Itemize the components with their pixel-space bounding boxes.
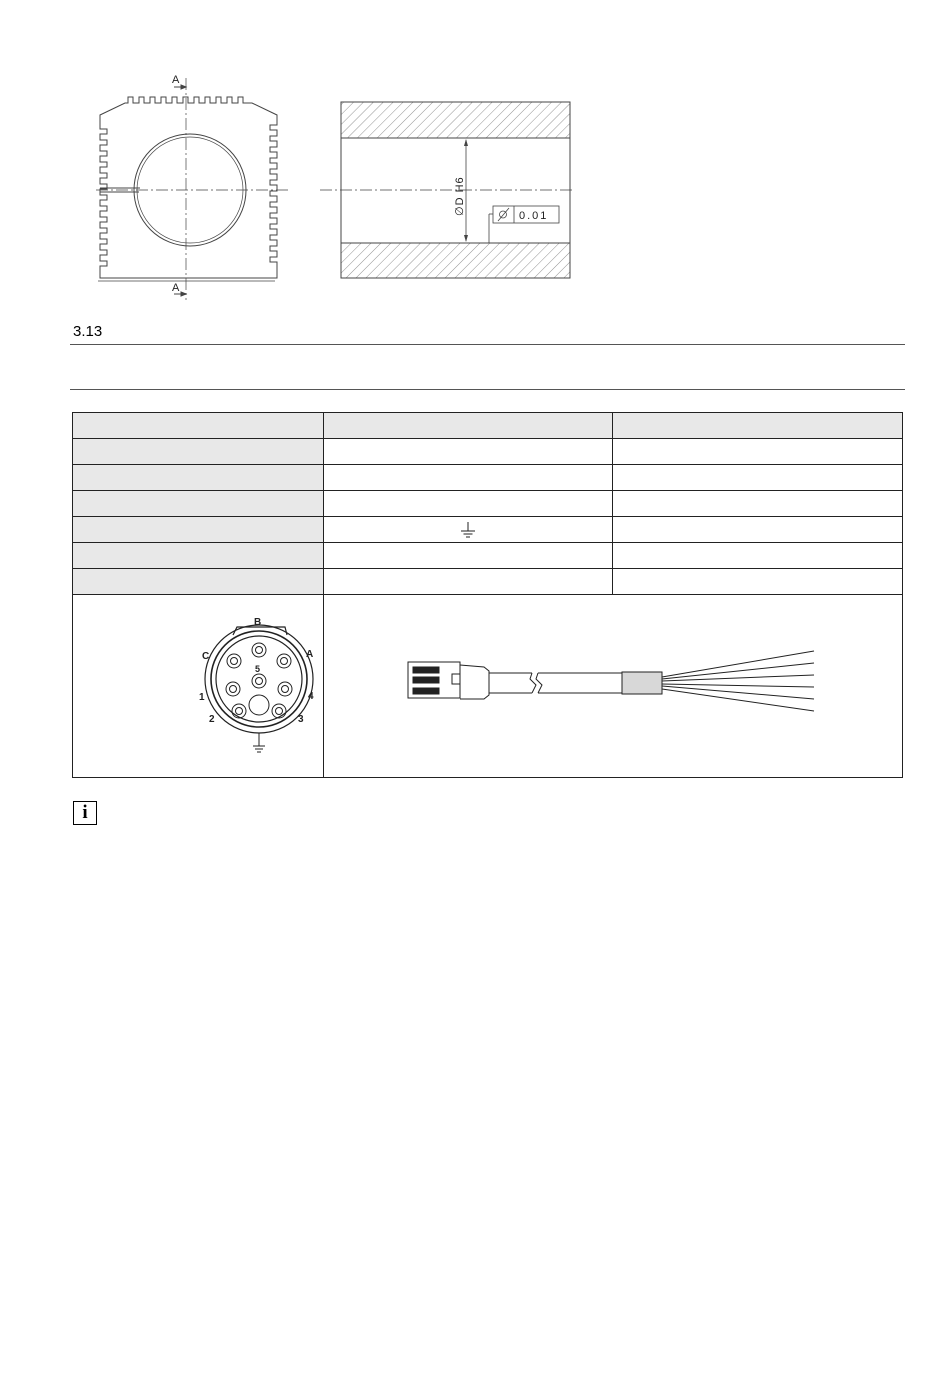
table-row xyxy=(73,517,903,543)
technical-drawings xyxy=(0,0,950,300)
section-number: 3.13 xyxy=(73,323,103,340)
table-row xyxy=(73,465,903,491)
bore-section-drawing xyxy=(320,102,575,278)
table-row xyxy=(73,569,903,595)
dimension-label: ∅D H6 xyxy=(454,176,466,216)
section-rule-top xyxy=(70,344,905,345)
table-row xyxy=(73,439,903,465)
pin-label-b: B xyxy=(254,617,262,628)
pin-label-4: 4 xyxy=(308,691,314,702)
section-rule-bottom xyxy=(70,389,905,390)
table-row xyxy=(73,491,903,517)
table-header-row xyxy=(73,413,903,439)
ground-symbol-icon xyxy=(253,741,265,752)
ground-symbol-icon xyxy=(460,522,476,538)
pin-label-a: A xyxy=(306,649,314,660)
header-cell xyxy=(613,413,903,439)
tolerance-value: 0.01 xyxy=(519,210,549,222)
cable-drawing xyxy=(324,595,903,772)
cable-drawing-cell xyxy=(324,595,903,778)
info-icon: i xyxy=(73,801,97,825)
figure-row xyxy=(73,595,903,778)
section-marker-top: A xyxy=(172,74,180,86)
header-cell xyxy=(324,413,613,439)
pin-label-1: 1 xyxy=(199,692,205,703)
table-row xyxy=(73,543,903,569)
pin-label-5: 5 xyxy=(255,664,261,674)
housing-section-drawing xyxy=(96,78,290,300)
pin-label-c: C xyxy=(202,651,210,662)
header-cell xyxy=(73,413,324,439)
connector-pinout-cell xyxy=(73,595,324,778)
pin-label-3: 3 xyxy=(298,714,304,725)
pin-label-2: 2 xyxy=(209,714,215,725)
connector-table xyxy=(72,412,903,778)
connector-pinout-drawing xyxy=(73,595,323,772)
section-marker-bottom: A xyxy=(172,282,180,294)
